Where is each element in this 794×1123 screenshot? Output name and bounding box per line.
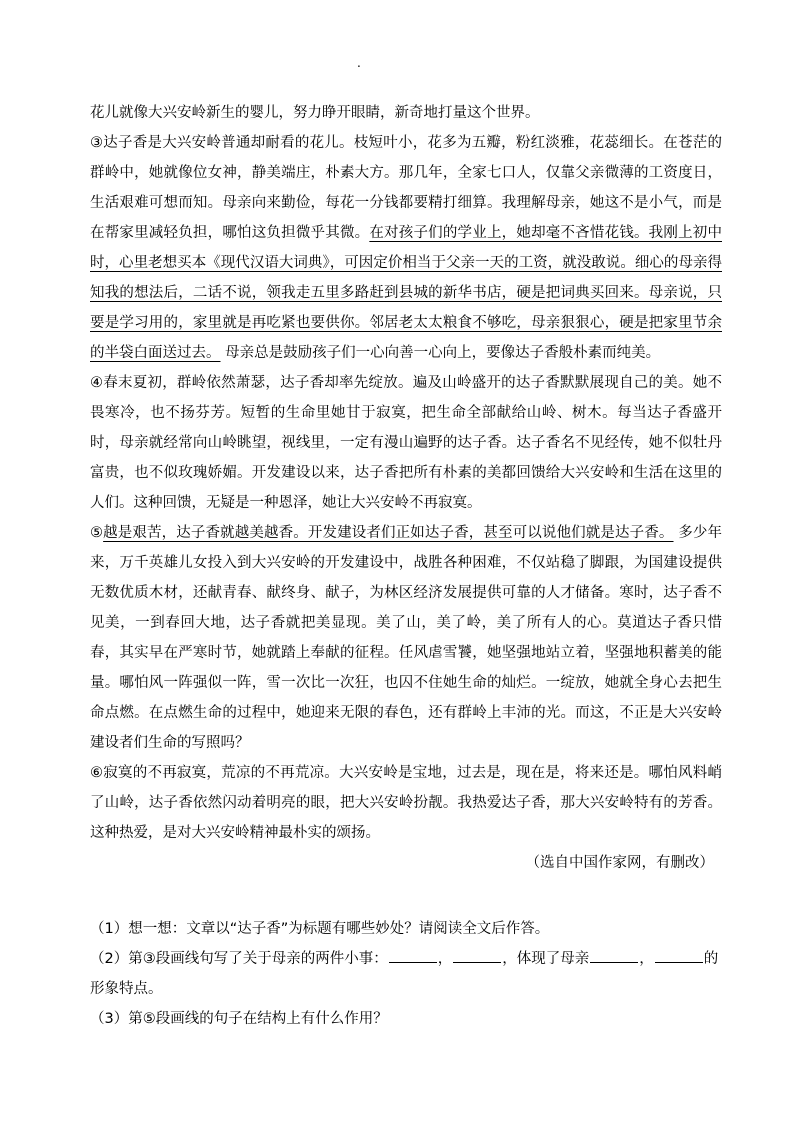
paragraph-6: ⑥寂寞的不再寂寞，荒凉的不再荒凉。大兴安岭是宝地，过去是，现在是，将来还是。哪怕风料峭了山岭，达子香依然闪动着明亮的眼，把大兴安岭扮靓。我热爱达子香，那大兴安岭特有的芳香。这种热爱，是对大兴安岭精神最朴实的颂扬。: [90, 765, 722, 841]
question-1: （1）想一想：文章以“达子香”为标题有哪些妙处？请阅读全文后作答。: [90, 921, 550, 937]
answer-blank-1[interactable]: [389, 946, 437, 963]
paragraph-5-number: ⑤: [90, 525, 104, 541]
source-note: （选自中国作家网，有删改）: [525, 855, 714, 871]
question-3: （3）第⑤段画线的句子在结构上有什么作用？: [90, 1011, 388, 1027]
question-2-suffix: 的形象特点。: [90, 951, 719, 997]
question-2-mid: ，体现了母亲: [502, 951, 590, 967]
paragraph-3-underlined: 在对孩子们的学业上，她却毫不吝惜花钱。我刚上初中时，心里老想买本《现代汉语大词典》，可因定价相当于父亲一天的工资，就没敢说。细心的母亲得知我的想法后，二话不说，领我走五里多路赶到县城的新华书店，硬是把词典买回来。母亲说，只要是学习用的，家里就是再吃紧也要供你。邻居老太太粮食不够吃，母亲狠狠心，硬是把家里节余的半袋白面送过去。: [90, 225, 722, 361]
paragraph-5-underlined: 越是艰苦，达子香就越美越香。开发建设者们正如达子香，甚至可以说他们就是达子香。: [103, 525, 674, 541]
question-2-sep: ，: [437, 951, 453, 967]
answer-blank-2[interactable]: [453, 946, 501, 963]
spacer: [90, 878, 722, 914]
paragraph-3: [90, 128, 722, 368]
answer-blank-3[interactable]: [590, 946, 638, 963]
question-2-prefix: （2）第③段画线句写了关于母亲的两件小事：: [90, 951, 388, 967]
document-body: [90, 98, 722, 1034]
header-dot: .: [357, 56, 361, 70]
answer-blank-4[interactable]: [655, 946, 703, 963]
paragraph-5-tail: 多少年来，万千英雄儿女投入到大兴安岭的开发建设中，战胜各种困难，不仅站稳了脚跟，为国建设提供无数优质木材，还献青春、献终身、献子，为林区经济发展提供可靠的人才储备。寒时，达子香不见美，一到春回大地，达子香就把美显现。美了山，美了岭，美了所有人的心。莫道达子香只惜春，其实早在严寒时节，她就踏上奉献的征程。任风虐雪饕，她坚强地站立着，坚强地积蓄美的能量。哪怕风一阵强似一阵，雪一次比一次狂，也囚不住她生命的灿烂。一绽放，她就全身心去把生命点燃。在点燃生命的过程中，她迎来无限的春色，还有群岭上丰沛的光。而这，不正是大兴安岭建设者们生命的写照吗？: [90, 525, 723, 751]
paragraph-3-tail: 母亲总是鼓励孩子们一心向善一心向上，要像达子香般朴素而纯美。: [220, 345, 661, 361]
paragraph-5: [90, 518, 722, 758]
question-2-sep-2: ，: [639, 951, 654, 967]
paragraph-4: ④春末夏初，群岭依然萧瑟，达子香却率先绽放。遍及山岭盛开的达子香默默展现自己的美。她不畏寒冷，也不扬芬芳。短暂的生命里她甘于寂寞，把生命全部献给山岭、树木。每当达子香盛开时，母亲就经常向山岭眺望，视线里，一定有漫山遍野的达子香。达子香名不见经传，她不似牡丹富贵，也不似玫瑰娇媚。开发建设以来，达子香把所有朴素的美都回馈给大兴安岭和生活在这里的人们。这种回馈，无疑是一种恩泽，她让大兴安岭不再寂寞。: [90, 375, 722, 511]
question-2: [90, 944, 722, 1004]
paragraph-continuation: 花儿就像大兴安岭新生的婴儿，努力睁开眼睛，新奇地打量这个世界。: [90, 105, 540, 121]
paragraph-3-lead: ③达子香是大兴安岭普通却耐看的花儿。枝短叶小，花多为五瓣，粉红淡雅，花蕊细长。在苍茫的群岭中，她就像位女神，静美端庄，朴素大方。那几年，全家七口人，仅靠父亲微薄的工资度日，生活艰难可想而知。母亲向来勤俭，每花一分钱都要精打细算。我理解母亲，她这不是小气，而是在帮家里减轻负担，哪怕这负担微乎其微。: [90, 135, 722, 241]
